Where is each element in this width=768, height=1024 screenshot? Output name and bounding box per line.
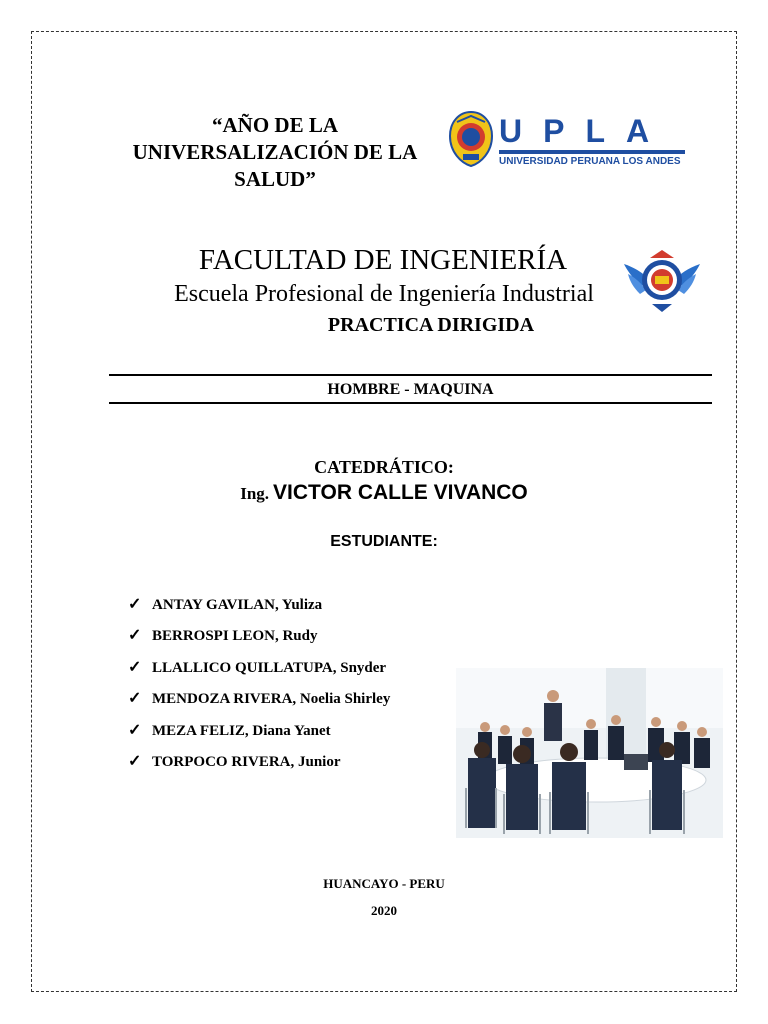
upla-acronym: UPLA xyxy=(499,113,671,149)
check-icon: ✓ xyxy=(128,627,142,645)
faculty-emblem-icon xyxy=(622,246,702,316)
student-name: ANTAY GAVILAN, Yuliza xyxy=(152,597,323,613)
check-icon: ✓ xyxy=(128,658,142,676)
school-name: Escuela Profesional de Ingeniería Industrial xyxy=(174,281,594,307)
list-item xyxy=(128,594,390,625)
divider-bottom xyxy=(109,402,712,404)
check-icon: ✓ xyxy=(128,596,142,613)
estudiante-label: ESTUDIANTE: xyxy=(330,533,438,550)
business-meeting-photo xyxy=(456,668,723,838)
catedratico-label: CATEDRÁTICO: xyxy=(314,457,454,477)
check-icon: ✓ xyxy=(128,752,142,770)
city-label: HUANCAYO - PERU xyxy=(323,876,445,891)
check-icon: ✓ xyxy=(128,690,142,708)
list-item xyxy=(128,657,390,688)
year-motto-line: SALUD” xyxy=(234,167,316,191)
student-name: TORPOCO RIVERA, Junior xyxy=(152,753,341,770)
check-icon: ✓ xyxy=(128,721,142,739)
list-item xyxy=(128,751,390,782)
university-seal-icon xyxy=(447,110,495,168)
student-list xyxy=(128,594,390,782)
catedratico-person: VICTOR CALLE VIVANCO xyxy=(273,481,528,504)
upla-logo-bar xyxy=(499,150,685,154)
year-motto-line: UNIVERSALIZACIÓN DE LA xyxy=(132,140,418,164)
year-motto xyxy=(110,112,440,193)
list-item xyxy=(128,688,390,719)
student-name: MENDOZA RIVERA, Noelia Shirley xyxy=(152,691,391,708)
practice-title: PRACTICA DIRIGIDA xyxy=(327,314,535,336)
upla-subtitle: UNIVERSIDAD PERUANA LOS ANDES xyxy=(499,156,681,167)
student-name: BERROSPI LEON, Rudy xyxy=(152,628,318,645)
faculty-title: FACULTAD DE INGENIERÍA xyxy=(198,244,568,276)
list-item xyxy=(128,720,390,751)
topic-title: HOMBRE - MAQUINA xyxy=(327,381,494,398)
divider-top xyxy=(109,374,712,376)
catedratico-prefix: Ing. xyxy=(240,484,270,503)
catedratico-name xyxy=(0,481,768,505)
upla-logo xyxy=(447,108,693,172)
list-item xyxy=(128,625,390,656)
student-name: MEZA FELIZ, Diana Yanet xyxy=(152,722,331,739)
year-label: 2020 xyxy=(371,903,397,918)
student-name: LLALLICO QUILLATUPA, Snyder xyxy=(152,659,387,676)
year-motto-line: “AÑO DE LA xyxy=(211,113,338,137)
